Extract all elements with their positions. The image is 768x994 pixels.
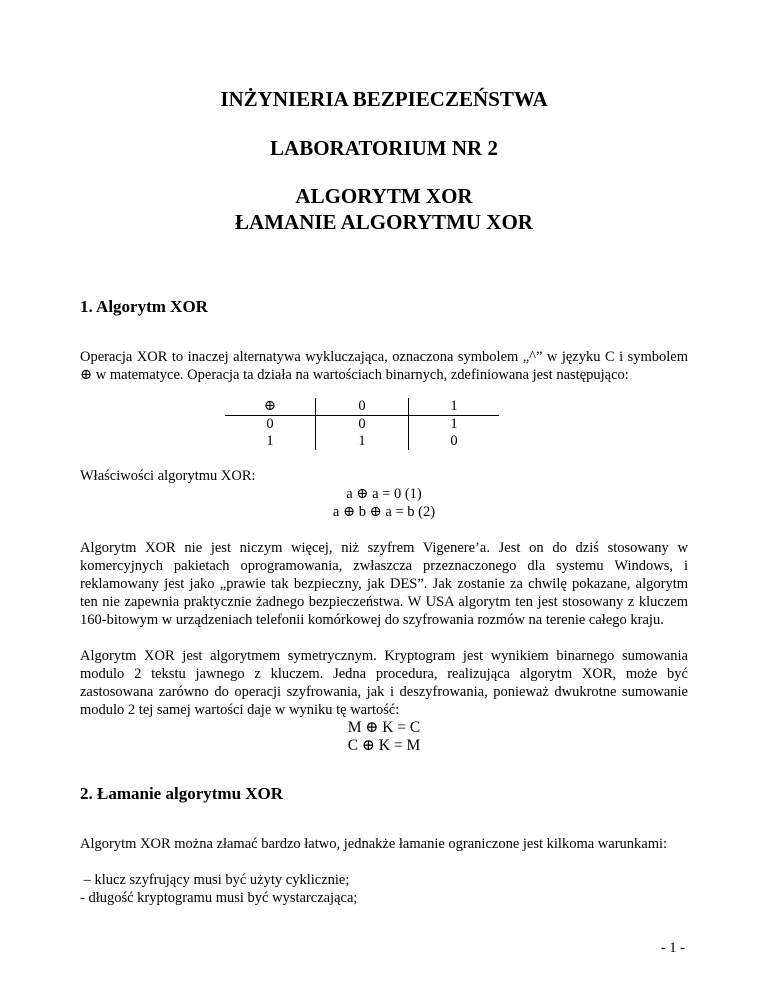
decryption-equation: C ⊕ K = M: [347, 737, 421, 754]
table-cell: 0: [409, 433, 500, 450]
table-cell: 0: [316, 398, 409, 416]
topic-title-line1: ALGORYTM XOR: [295, 184, 473, 208]
table-row: [225, 433, 499, 450]
encryption-equation: M ⊕ K = C: [347, 719, 421, 736]
table-cell: 1: [316, 433, 409, 450]
document-title: INŻYNIERIA BEZPIECZEŃSTWA: [220, 87, 548, 111]
condition-list-item: - długość kryptogramu musi być wystarczająca;: [80, 890, 358, 906]
table-cell: 1: [266, 433, 274, 449]
section1-paragraph-3: Algorytm XOR jest algorytmem symetrycznym. Kryptogram jest wynikiem binarnego sumowania modulo 2 tekstu jawnego z kluczem. Jedna procedura, realizująca algorytm XOR, może być zastosowana zarówno do operacji szyfrowania, jak i deszyfrowania, ponieważ dwukrotne sumowanie modulo 2 tej samej wartości daje w wyniku tę wartość:: [80, 648, 688, 718]
topic-title-line2: ŁAMANIE ALGORYTMU XOR: [235, 210, 533, 234]
section1-paragraph-2: Algorytm XOR nie jest niczym więcej, niż szyfrem Vigenere’a. Jest on do dziś stosowany w komercyjnych pakietach oprogramowania, zwłaszcza przeznaczonego dla systemu Windows, i reklamowany jest jako „prawie tak bezpieczny, jak DES”. Jak zostanie za chwilę pokazane, algorytm ten nie zapewnia praktycznie żadnego bezpieczeństwa. W USA algorytm ten jest stosowany z kluczem 160-bitowym w urządzeniach telefonii komórkowej do szyfrowania rozmów na terenie całego kraju.: [80, 540, 688, 628]
xor-truth-table: [225, 398, 499, 450]
section1-heading: 1. Algorytm XOR: [80, 297, 208, 316]
table-cell: 0: [266, 416, 274, 432]
table-cell: 0: [316, 416, 409, 434]
page-number: - 1 -: [660, 940, 685, 956]
properties-label: Właściwości algorytmu XOR:: [80, 468, 256, 484]
section1-intro-paragraph: Operacja XOR to inaczej alternatywa wykluczająca, oznaczona symbolem „^” w języku C i symbolem ⊕ w matematyce. Operacja ta działa na wartościach binarnych, zdefiniowana jest następująco:: [80, 349, 688, 383]
section2-heading: 2. Łamanie algorytmu XOR: [80, 784, 284, 803]
condition-list-item: – klucz szyfrujący musi być użyty cyklicznie;: [80, 872, 350, 888]
table-cell: 1: [409, 398, 500, 416]
table-cell: ⊕: [225, 398, 316, 416]
property-equation-1: a ⊕ a = 0 (1): [346, 486, 422, 502]
lab-number-title: LABORATORIUM NR 2: [270, 136, 498, 160]
table-row: [225, 398, 499, 416]
property-equation-2: a ⊕ b ⊕ a = b (2): [332, 504, 436, 520]
table-cell: 1: [409, 416, 500, 434]
section2-paragraph: Algorytm XOR można złamać bardzo łatwo, jednakże łamanie ograniczone jest kilkoma warunkami:: [80, 836, 668, 852]
table-row: [225, 416, 499, 434]
